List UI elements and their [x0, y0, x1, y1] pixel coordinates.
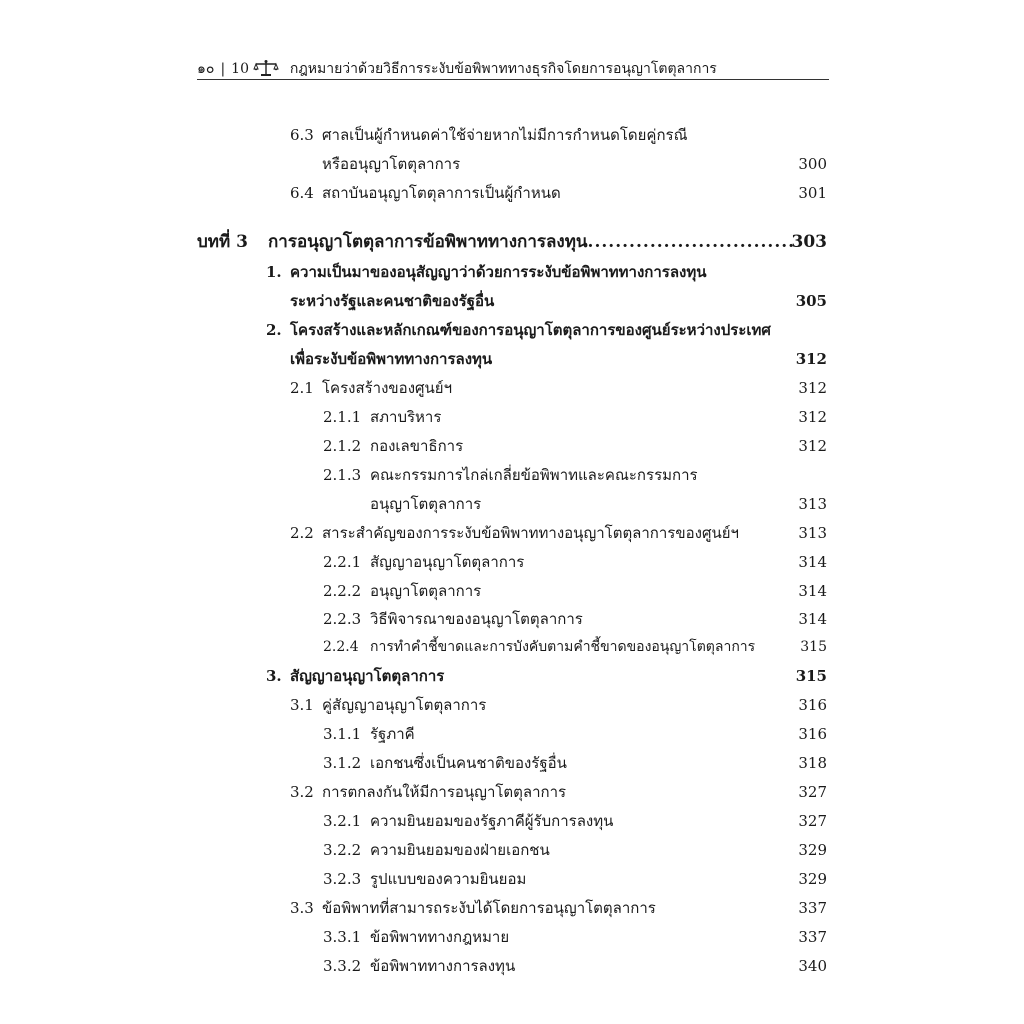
toc-number: 2.2.4	[323, 639, 359, 655]
toc-row	[0, 720, 1024, 748]
toc-row	[0, 633, 1024, 661]
toc-number: 3.	[266, 667, 282, 685]
chapter-title: การอนุญาโตตุลาการข้อพิพาททางการลงทุน	[268, 232, 588, 252]
toc-number: 2.2.1	[323, 553, 362, 571]
toc-row	[0, 345, 1024, 373]
toc-page: 305	[795, 292, 827, 310]
toc-row	[0, 662, 1024, 690]
toc-number: 3.1	[290, 696, 314, 714]
toc-number: 3.2.3	[323, 870, 362, 888]
toc-row	[0, 374, 1024, 402]
toc-row	[0, 836, 1024, 864]
toc-title: ศาลเป็นผู้กำหนดค่าใช้จ่ายหากไม่มีการกำหนดโดยคู่กรณี	[322, 126, 688, 144]
toc-number: 6.4	[290, 184, 314, 202]
toc-title: ข้อพิพาททางการลงทุน	[370, 957, 516, 975]
toc-page: 340	[798, 957, 827, 975]
toc-row	[0, 461, 1024, 489]
toc-page: 301	[798, 184, 827, 202]
toc-row	[0, 894, 1024, 922]
toc-title: โครงสร้างและหลักเกณฑ์ของการอนุญาโตตุลาการของศูนย์ระหว่างประเทศ	[290, 321, 771, 339]
toc-page: 337	[798, 928, 827, 946]
chapter-row	[0, 228, 1024, 256]
toc-row	[0, 749, 1024, 777]
chapter-number: บทที่ 3	[197, 232, 248, 252]
chapter-title-wrap	[268, 228, 795, 256]
toc-row	[0, 490, 1024, 518]
toc-number: 3.3.2	[323, 957, 362, 975]
toc-title: สัญญาอนุญาโตตุลาการ	[290, 667, 445, 685]
toc-row	[0, 432, 1024, 460]
toc-page: 327	[798, 783, 827, 801]
toc-title: คณะกรรมการไกล่เกลี่ยข้อพิพาทและคณะกรรมการ	[370, 466, 698, 484]
toc-title: เพื่อระงับข้อพิพาททางการลงทุน	[290, 350, 493, 368]
toc-number: 2.	[266, 321, 282, 339]
toc-number: 2.1.1	[323, 408, 362, 426]
book-title: กฎหมายว่าด้วยวิธีการระงับข้อพิพาททางธุรกิจโดยการอนุญาโตตุลาการ	[289, 61, 717, 77]
toc-number: 2.2.2	[323, 582, 362, 600]
toc-row	[0, 577, 1024, 605]
toc-page: 327	[798, 812, 827, 830]
toc-number: 2.2	[290, 524, 314, 542]
toc-row	[0, 952, 1024, 980]
toc-title: รูปแบบของความยินยอม	[370, 870, 527, 888]
toc-page: 313	[798, 524, 827, 542]
toc-number: 3.3.1	[323, 928, 362, 946]
toc-row	[0, 807, 1024, 835]
toc-title: การทำคำชี้ขาดและการบังคับตามคำชี้ขาดของอนุญาโตตุลาการ	[370, 639, 756, 655]
toc-row	[0, 778, 1024, 806]
toc-number: 2.1.2	[323, 437, 362, 455]
toc-number: 3.1.2	[323, 754, 362, 772]
toc-number: 6.3	[290, 126, 314, 144]
toc-title: คู่สัญญาอนุญาโตตุลาการ	[322, 696, 487, 714]
toc-title: วิธีพิจารณาของอนุญาโตตุลาการ	[370, 610, 583, 628]
toc-page: 316	[798, 725, 827, 743]
toc-title: สถาบันอนุญาโตตุลาการเป็นผู้กำหนด	[322, 184, 561, 202]
toc-row	[0, 403, 1024, 431]
toc-page: 315	[795, 667, 827, 685]
toc-title: รัฐภาคี	[370, 725, 415, 743]
toc-number: 3.3	[290, 899, 314, 917]
toc-page: 314	[798, 610, 827, 628]
toc-row	[0, 691, 1024, 719]
toc-page: 329	[798, 841, 827, 859]
toc-row	[0, 121, 1024, 149]
toc-row	[0, 179, 1024, 207]
toc-title: หรืออนุญาโตตุลาการ	[322, 155, 461, 173]
toc-number: 2.2.3	[323, 610, 362, 628]
toc-number: 3.2	[290, 783, 314, 801]
dot-leader: ..............................	[587, 232, 796, 252]
toc-row	[0, 287, 1024, 315]
toc-row	[0, 258, 1024, 286]
toc-page: 312	[795, 350, 827, 368]
toc-row	[0, 923, 1024, 951]
page-number: 10	[231, 61, 249, 77]
toc-page: 312	[798, 437, 827, 455]
toc-row	[0, 605, 1024, 633]
toc-row	[0, 865, 1024, 893]
toc-title: อนุญาโตตุลาการ	[370, 582, 482, 600]
toc-title: เอกชนซึ่งเป็นคนชาติของรัฐอื่น	[370, 754, 567, 772]
toc-title: ระหว่างรัฐและคนชาติของรัฐอื่น	[290, 292, 495, 310]
toc-page: 300	[798, 155, 827, 173]
toc-title: ข้อพิพาททางกฎหมาย	[370, 928, 510, 946]
toc-row	[0, 519, 1024, 547]
toc-page: 315	[800, 639, 827, 655]
toc-number: 2.1	[290, 379, 314, 397]
toc-row	[0, 548, 1024, 576]
toc-title: โครงสร้างของศูนย์ฯ	[322, 379, 453, 397]
toc-number: 1.	[266, 263, 282, 281]
toc-number: 2.1.3	[323, 466, 362, 484]
toc-title: ความยินยอมของรัฐภาคีผู้รับการลงทุน	[370, 812, 614, 830]
toc-title: สภาบริหาร	[370, 408, 442, 426]
toc-page: 316	[798, 696, 827, 714]
toc-title: ความยินยอมของฝ่ายเอกชน	[370, 841, 550, 859]
toc-title: อนุญาโตตุลาการ	[370, 495, 482, 513]
toc-page: 314	[798, 582, 827, 600]
toc-row	[0, 150, 1024, 178]
toc-number: 3.2.1	[323, 812, 362, 830]
toc-page: 318	[798, 754, 827, 772]
toc-row	[0, 316, 1024, 344]
toc-title: สัญญาอนุญาโตตุลาการ	[370, 553, 525, 571]
toc-title: ความเป็นมาของอนุสัญญาว่าด้วยการระงับข้อพิพาททางการลงทุน	[290, 263, 707, 281]
header-separator: |	[220, 61, 226, 77]
toc-page: 329	[798, 870, 827, 888]
toc-title: กองเลขาธิการ	[370, 437, 464, 455]
toc-title: การตกลงกันให้มีการอนุญาโตตุลาการ	[322, 783, 567, 801]
toc-title: ข้อพิพาทที่สามารถระงับได้โดยการอนุญาโตตุลาการ	[322, 899, 656, 917]
thai-page-number: ๑๐	[197, 61, 215, 77]
chapter-page: 303	[791, 232, 827, 252]
toc-title: สาระสำคัญของการระงับข้อพิพาททางอนุญาโตตุลาการของศูนย์ฯ	[322, 524, 739, 542]
toc-page: 314	[798, 553, 827, 571]
toc-page: 312	[798, 379, 827, 397]
toc-page: 337	[798, 899, 827, 917]
toc-page: 312	[798, 408, 827, 426]
toc-number: 3.1.1	[323, 725, 362, 743]
toc-page: 313	[798, 495, 827, 513]
toc-number: 3.2.2	[323, 841, 362, 859]
